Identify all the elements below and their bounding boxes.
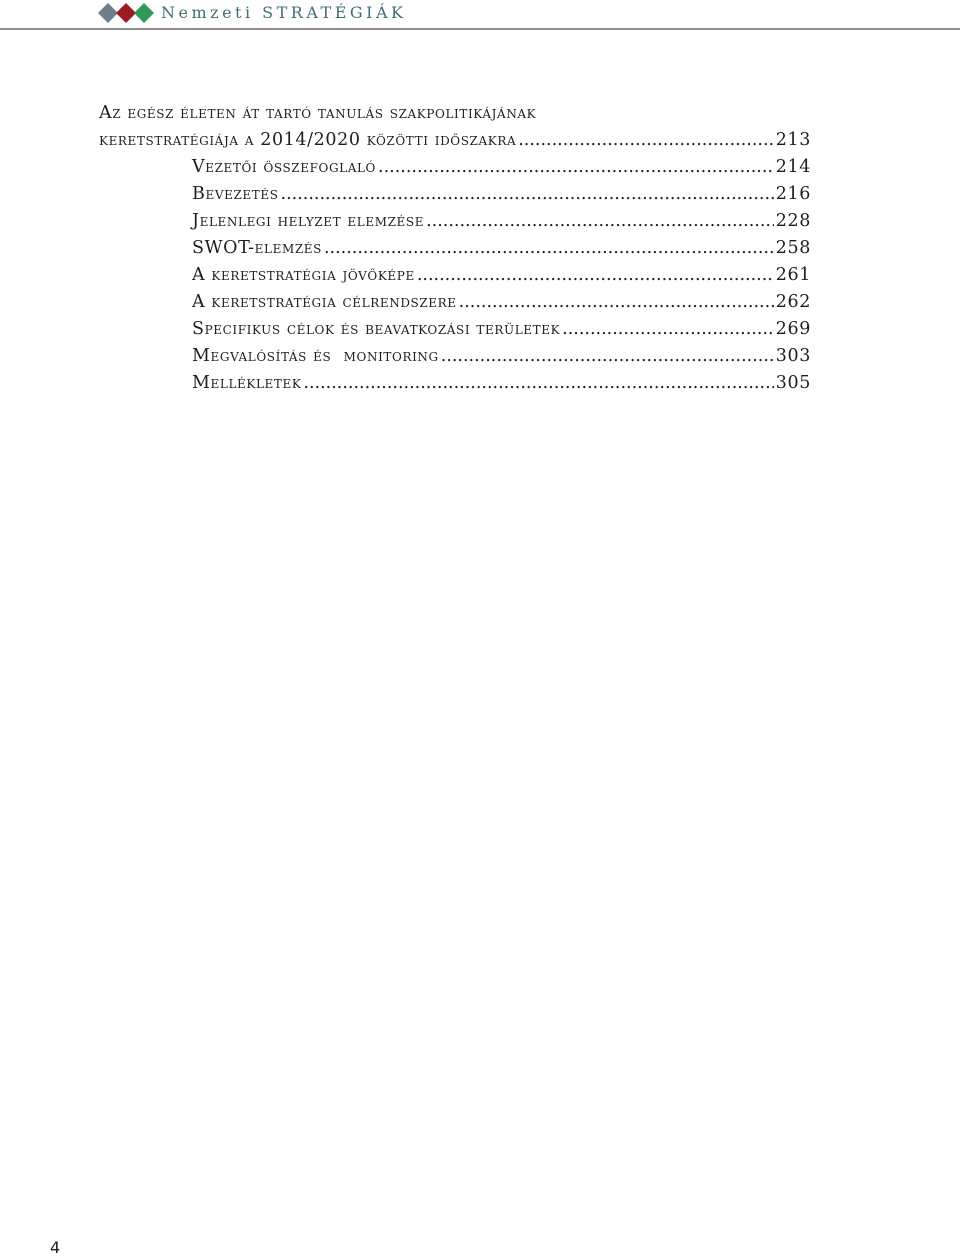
toc-chapter-title-line2: keretstratégiája a 2014/2020 közötti időszakra: [99, 130, 517, 150]
page-header: [0, 0, 960, 30]
toc-entry-page: 228: [775, 211, 811, 231]
dot-leader: [562, 316, 774, 343]
toc-entry-label: A keretstratégia célrendszere: [192, 292, 457, 312]
toc-entry-label: A keretstratégia jövőképe: [192, 265, 415, 285]
dot-leader: [324, 235, 774, 262]
dot-leader: [378, 154, 774, 181]
toc-entry-page: 305: [775, 373, 811, 393]
toc-entry[interactable]: [192, 235, 811, 262]
dot-leader: [417, 262, 774, 289]
diamonds-logo-icon: [98, 2, 158, 24]
toc-chapter-title-line1: Az egész életen át tartó tanulás szakpolitikájának: [99, 103, 537, 123]
page-number: 4: [50, 1238, 61, 1257]
toc-entry-page: 262: [775, 292, 811, 312]
toc-entry-label: Mellékletek: [192, 373, 302, 393]
toc-entry[interactable]: [192, 370, 811, 397]
toc-entry[interactable]: [192, 181, 811, 208]
toc-section-list: [99, 154, 811, 397]
dot-leader: [281, 181, 774, 208]
dot-leader: [518, 127, 774, 154]
toc-entry-page: 261: [775, 265, 811, 285]
header-title: Nemzeti STRATÉGIÁK: [161, 3, 407, 22]
toc-entry-label: SWOT-elemzés: [192, 238, 322, 258]
toc-entry[interactable]: [192, 289, 811, 316]
dot-leader: [303, 370, 773, 397]
toc-entry-label: Bevezetés: [192, 184, 279, 204]
toc-entry[interactable]: [192, 343, 811, 370]
table-of-contents: [99, 100, 811, 397]
toc-entry-page: 269: [775, 319, 811, 339]
dot-leader: [426, 208, 774, 235]
toc-entry-page: 216: [775, 184, 811, 204]
toc-entry-page: 214: [775, 157, 811, 177]
toc-entry-label: Vezetői összefoglaló: [192, 157, 376, 177]
toc-entry-page: 258: [775, 238, 811, 258]
toc-entry[interactable]: [192, 262, 811, 289]
toc-entry-page: 303: [775, 346, 811, 366]
toc-entry[interactable]: [192, 316, 811, 343]
toc-entry-label: Jelenlegi helyzet elemzése: [192, 211, 425, 231]
toc-chapter-page: 213: [775, 130, 811, 150]
dot-leader: [459, 289, 774, 316]
toc-entry[interactable]: [192, 208, 811, 235]
toc-entry-label: Specifikus célok és beavatkozási területek: [192, 319, 561, 339]
dot-leader: [441, 343, 774, 370]
toc-entry-label: Megvalósítás és monitoring: [192, 346, 439, 366]
toc-entry[interactable]: [192, 154, 811, 181]
toc-chapter-entry[interactable]: [99, 100, 811, 154]
